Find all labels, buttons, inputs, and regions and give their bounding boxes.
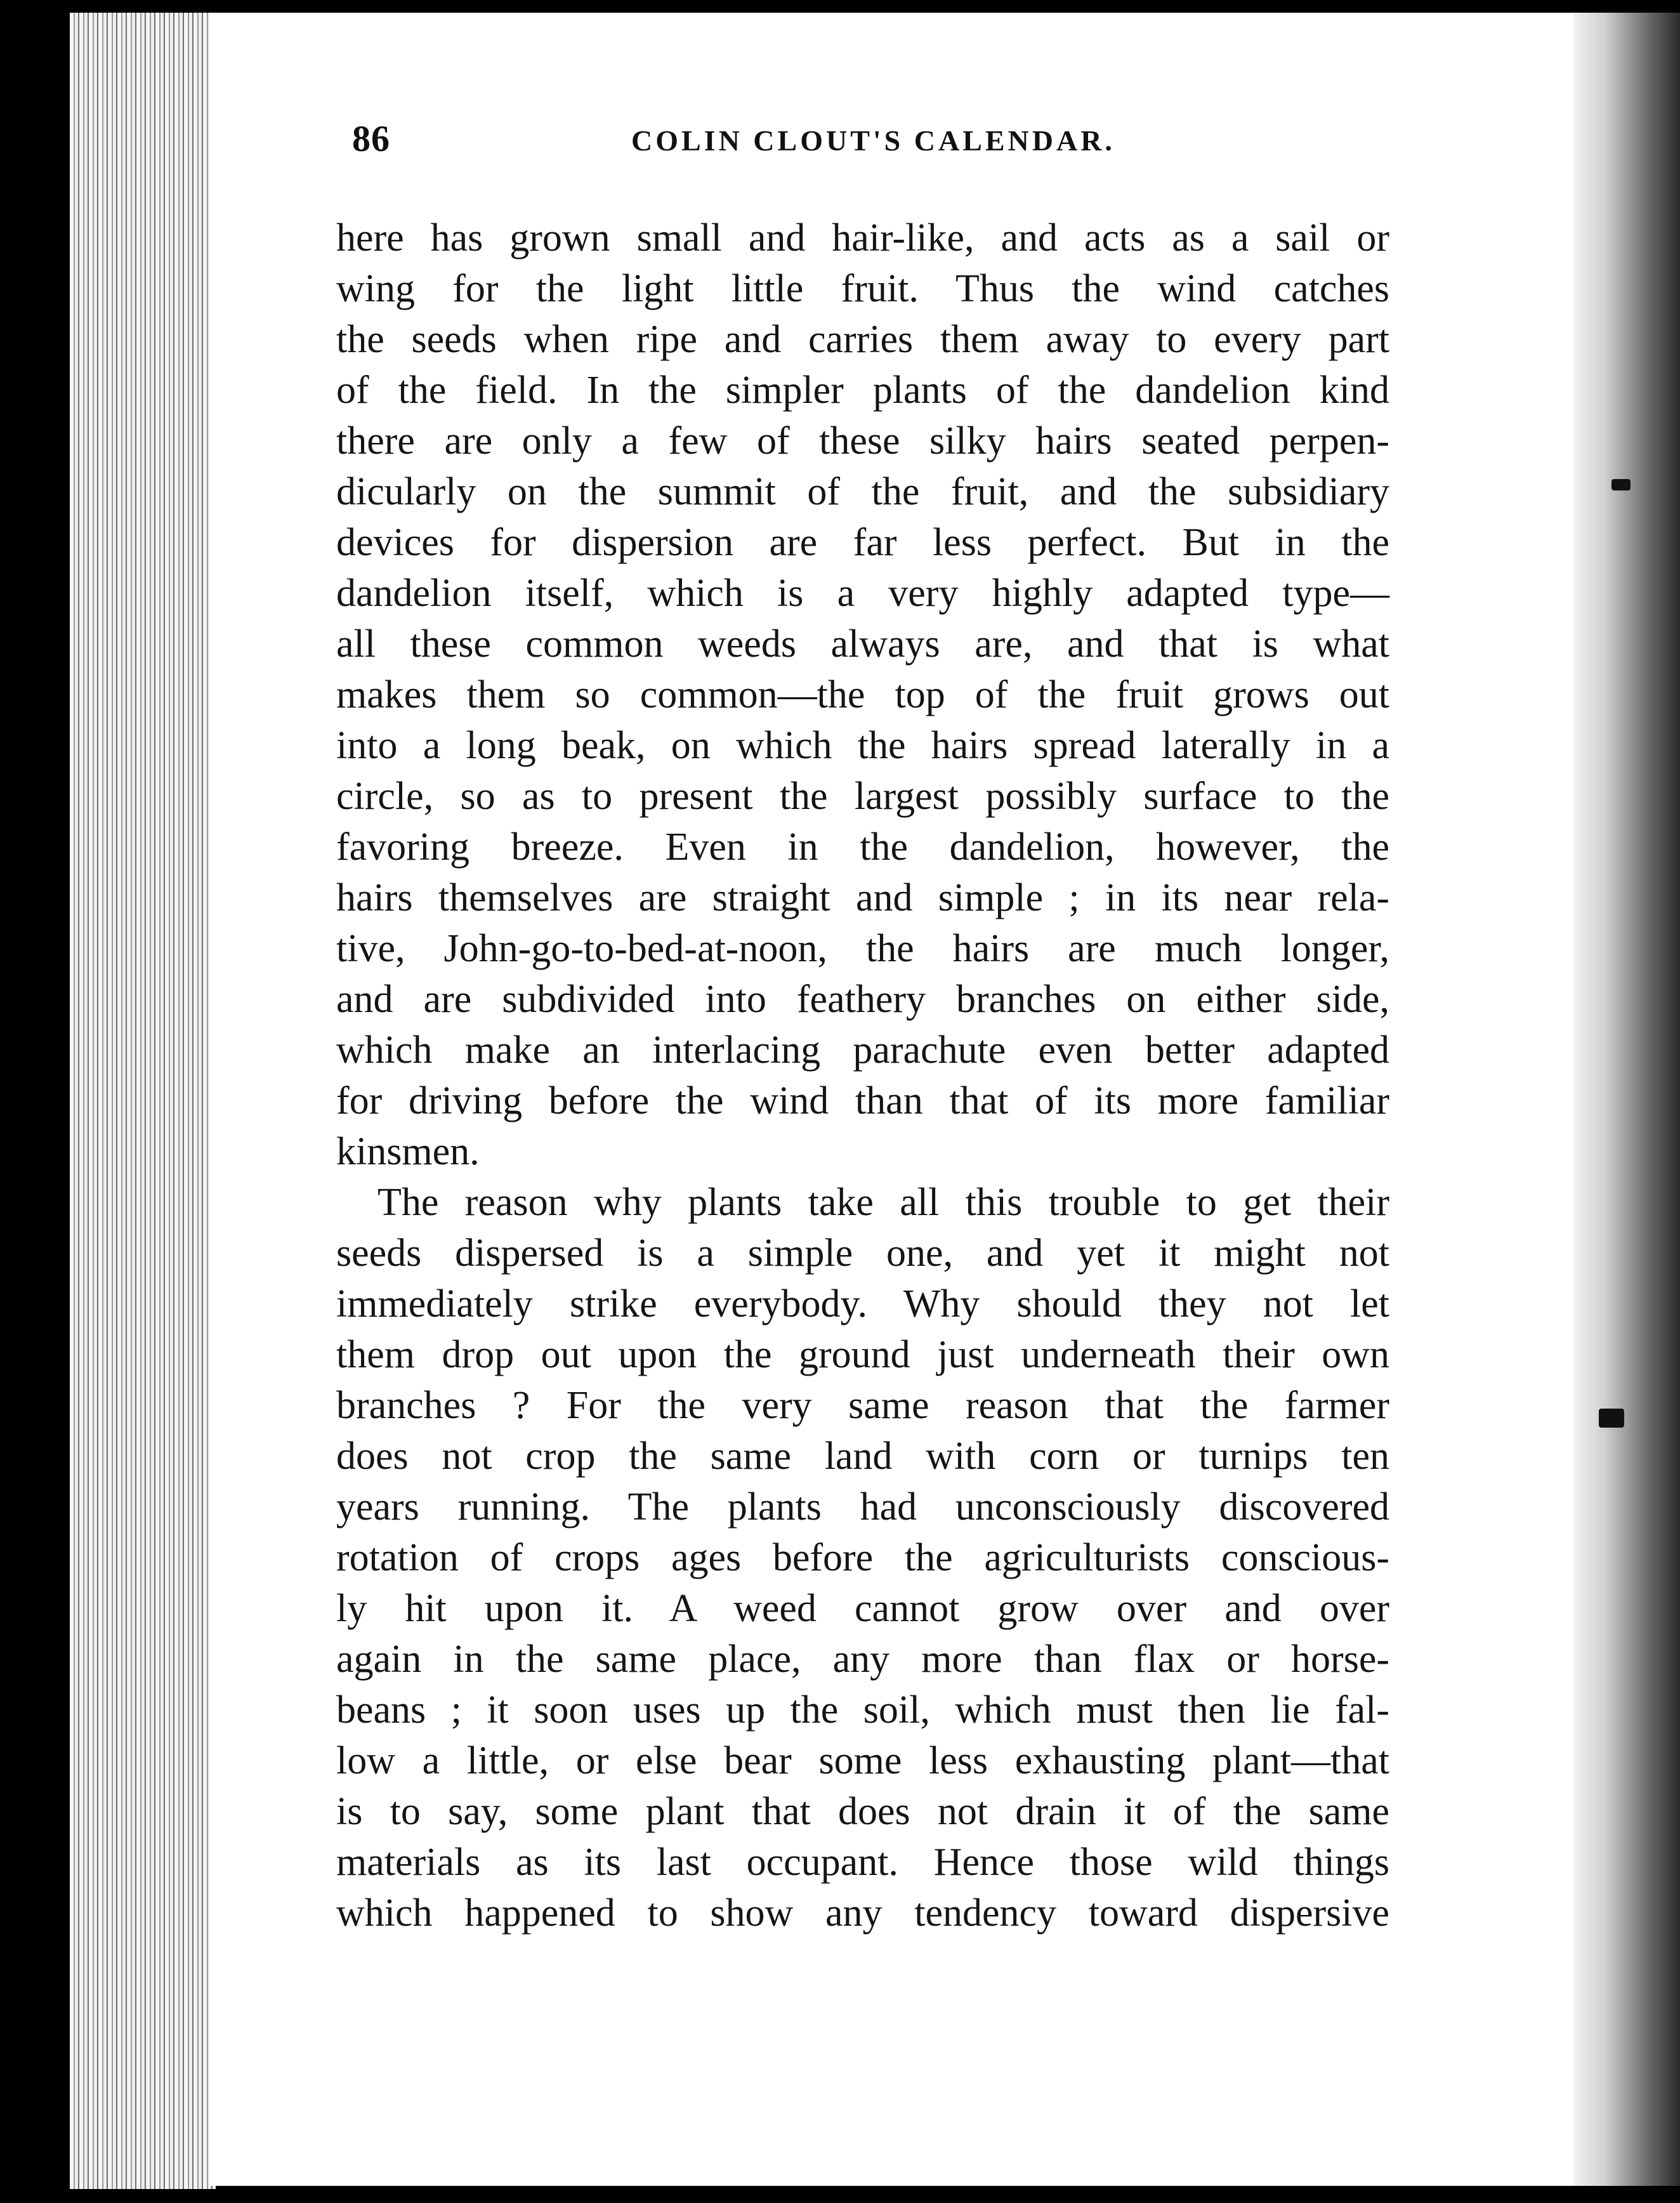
text-line: wing for the light little fruit. Thus the wind catches	[336, 267, 1389, 310]
text-line: the seeds when ripe and carries them away to every part	[336, 318, 1389, 361]
text-line: rotation of crops ages before the agriculturists conscious-	[336, 1536, 1389, 1579]
text-line: all these common weeds always are, and that is what	[336, 622, 1389, 666]
text-line: makes them so common—the top of the fruit grows out	[336, 673, 1389, 716]
body-text	[336, 213, 1389, 1938]
text-line: and are subdivided into feathery branches on either side,	[336, 978, 1389, 1021]
text-line: kinsmen.	[336, 1130, 480, 1173]
running-head: COLIN CLOUT'S CALENDAR.	[631, 124, 1115, 157]
text-line: them drop out upon the ground just underneath their own	[336, 1333, 1389, 1376]
book-page-edges	[70, 13, 216, 2189]
text-line: seeds dispersed is a simple one, and yet it might not	[336, 1232, 1389, 1275]
text-line: circle, so as to present the largest possibly surface to the	[336, 775, 1389, 818]
text-line: there are only a few of these silky hairs seated perpen-	[336, 419, 1389, 463]
text-line: for driving before the wind than that of its more familiar	[336, 1079, 1389, 1122]
text-line: tive, John-go-to-bed-at-noon, the hairs are much longer,	[336, 927, 1389, 970]
text-line: ly hit upon it. A weed cannot grow over and over	[336, 1587, 1389, 1630]
text-line: devices for dispersion are far less perfect. But in the	[336, 521, 1389, 564]
gutter-shadow	[1573, 13, 1680, 2186]
text-line: The reason why plants take all this trouble to get their	[377, 1181, 1389, 1224]
text-line: of the field. In the simpler plants of the dandelion kind	[336, 369, 1389, 412]
gutter-mark	[1611, 479, 1631, 490]
page-number: 86	[352, 118, 390, 159]
text-line: does not crop the same land with corn or turnips ten	[336, 1435, 1389, 1478]
text-line: which make an interlacing parachute even better adapted	[336, 1029, 1389, 1072]
text-line: low a little, or else bear some less exhausting plant—that	[336, 1739, 1389, 1782]
text-line: favoring breeze. Even in the dandelion, however, the	[336, 825, 1389, 869]
paragraph	[336, 1177, 1389, 1938]
text-line: beans ; it soon uses up the soil, which must then lie fal-	[336, 1688, 1389, 1732]
text-line: which happened to show any tendency toward dispersive	[336, 1891, 1389, 1935]
page-header	[352, 117, 1367, 162]
text-line: hairs themselves are straight and simple ; in its near rela-	[336, 876, 1389, 919]
text-line: again in the same place, any more than flax or horse-	[336, 1638, 1389, 1681]
text-line: years running. The plants had unconsciously discovered	[336, 1485, 1389, 1529]
text-line: dicularly on the summit of the fruit, and the subsidiary	[336, 470, 1389, 513]
paragraph	[336, 213, 1389, 1177]
text-line: dandelion itself, which is a very highly adapted type—	[336, 572, 1389, 615]
text-line: into a long beak, on which the hairs spread laterally in a	[336, 724, 1389, 767]
text-line: materials as its last occupant. Hence those wild things	[336, 1841, 1389, 1884]
text-line: here has grown small and hair-like, and acts as a sail or	[336, 216, 1389, 260]
gutter-mark	[1599, 1409, 1624, 1428]
text-line: immediately strike everybody. Why should they not let	[336, 1282, 1389, 1325]
text-line: branches ? For the very same reason that the farmer	[336, 1384, 1389, 1427]
text-line: is to say, some plant that does not drain it of the same	[336, 1790, 1389, 1833]
